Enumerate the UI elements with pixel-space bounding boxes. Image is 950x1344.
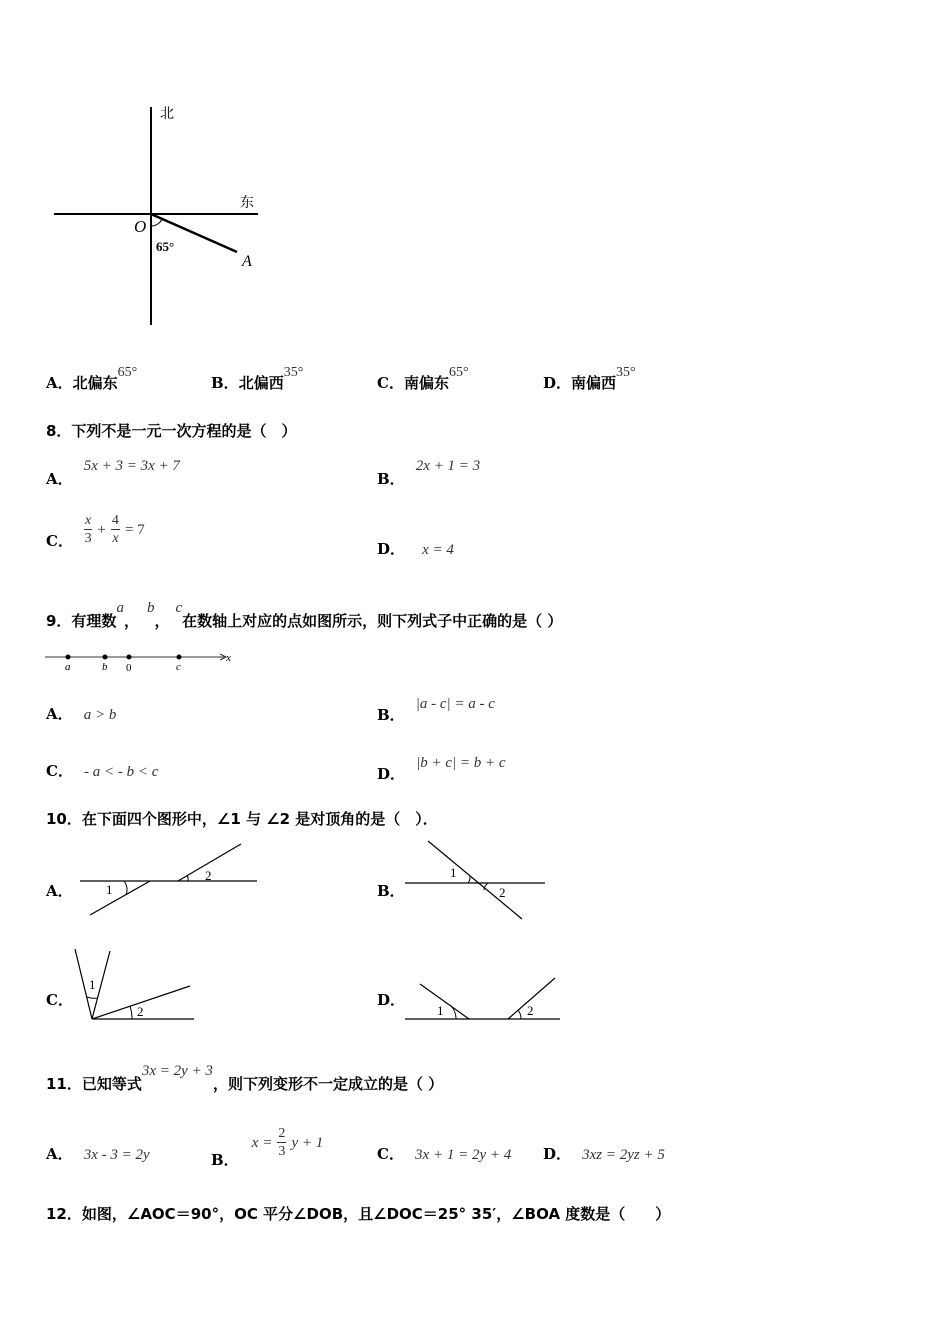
q7-option-c[interactable]: C．南偏东65° <box>377 365 469 392</box>
origin-label: O <box>134 217 147 236</box>
svg-text:1: 1 <box>450 865 457 880</box>
svg-text:2: 2 <box>137 1004 144 1019</box>
svg-text:1: 1 <box>89 977 96 992</box>
q7-option-d[interactable]: D．南偏西35° <box>543 365 636 392</box>
q9-option-c[interactable]: C． - a < - b < c <box>46 762 159 780</box>
angle-arc <box>151 219 162 226</box>
number-line <box>40 645 240 675</box>
q11-option-b[interactable]: B． x = $\frac{2}{3}$ y + 1 <box>211 1126 324 1169</box>
q10-option-c[interactable]: C． <box>46 991 73 1009</box>
label-b: b <box>102 661 108 673</box>
q10-option-b[interactable]: B． <box>377 882 405 900</box>
label-a: a <box>65 661 71 673</box>
label-x: x <box>226 652 231 664</box>
east-label: 东 <box>240 196 254 211</box>
q9-option-a[interactable]: A． a > b <box>46 705 117 723</box>
svg-text:2: 2 <box>499 885 506 900</box>
q11-option-c[interactable]: C． 3x + 1 = 2y + 4 <box>377 1145 512 1163</box>
svg-text:2: 2 <box>205 868 212 883</box>
q10-option-d[interactable]: D． <box>377 991 406 1009</box>
q7-option-b[interactable]: B．北偏西35° <box>211 365 304 392</box>
point-a <box>66 655 71 660</box>
q7-option-a[interactable]: A．北偏东65° <box>46 365 138 392</box>
point-a-label: A <box>242 253 252 270</box>
q8-option-d[interactable]: D． x = 4 <box>377 540 454 558</box>
q8-option-a[interactable]: A． 5x + 3 = 3x + 7 <box>46 458 180 488</box>
label-zero: 0 <box>126 662 132 674</box>
compass-figure <box>40 95 280 335</box>
q12-stem: 12．如图，∠AOC＝90°，OC 平分∠DOB，且∠DOC＝25° 35′，∠BOA 度数是（ ） <box>46 1205 671 1223</box>
q11-option-a[interactable]: A． 3x - 3 = 2y <box>46 1145 150 1163</box>
q8-option-b[interactable]: B． 2x + 1 = 3 <box>377 458 481 488</box>
q10-figure-a <box>75 840 265 920</box>
svg-text:1: 1 <box>437 1003 444 1018</box>
svg-text:2: 2 <box>527 1003 534 1018</box>
q9-option-d[interactable]: D． |b + c| = b + c <box>377 755 506 783</box>
q8-option-c[interactable]: C． $\frac{x}{3}$ + $\frac{4}{x}$ = 7 <box>46 513 145 550</box>
q10-option-a[interactable]: A． <box>46 882 73 900</box>
north-label: 北 <box>160 107 174 122</box>
point-zero <box>127 655 132 660</box>
q10-figure-d <box>400 970 565 1030</box>
angle-label: 65° <box>156 239 175 254</box>
q10-stem: 10．在下面四个图形中，∠1 与 ∠2 是对顶角的是（ ）． <box>46 810 438 828</box>
q11-option-d[interactable]: D． 3xz = 2yz + 5 <box>543 1145 665 1163</box>
svg-text:1: 1 <box>106 882 113 897</box>
q9-option-b[interactable]: B． |a - c| = a - c <box>377 696 495 724</box>
q10-figure-c <box>70 945 200 1025</box>
q11-stem: 11．已知等式3x = 2y + 3，则下列变形不一定成立的是（ ） <box>46 1063 444 1093</box>
q10-figure-b <box>400 835 550 925</box>
point-c <box>177 655 182 660</box>
point-b <box>103 655 108 660</box>
label-c: c <box>176 661 181 673</box>
q9-stem: 9．有理数a，b，c在数轴上对应的点如图所示，则下列式子中正确的是（ ） <box>46 600 563 630</box>
q8-stem: 8．下列不是一元一次方程的是（ ） <box>46 422 297 440</box>
